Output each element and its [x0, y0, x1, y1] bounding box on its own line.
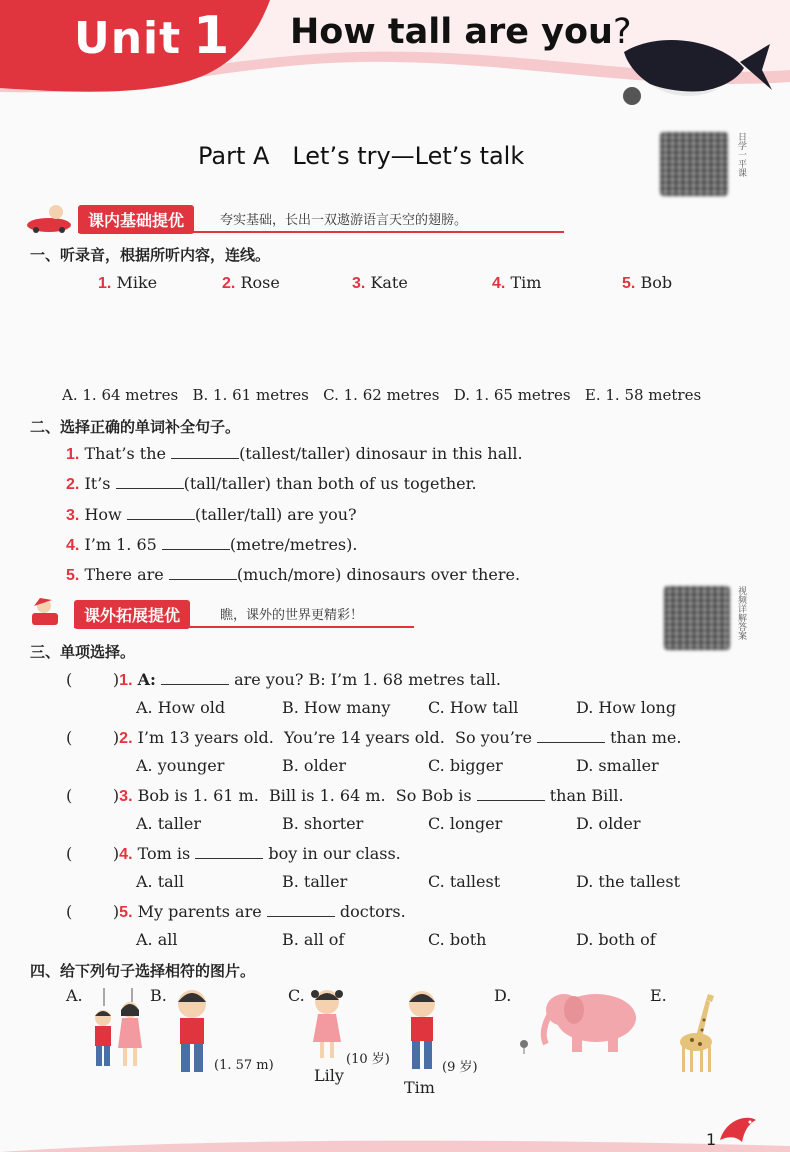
banner-2-underline [74, 626, 414, 628]
bottom-wave [0, 1132, 790, 1152]
option-b: B. all of [282, 930, 345, 949]
answer-paren[interactable]: ( ) [66, 902, 120, 921]
answer-blank[interactable] [267, 903, 335, 917]
fill-item [66, 444, 523, 464]
name-text: Rose [240, 273, 280, 292]
answer-blank[interactable] [171, 445, 239, 459]
option-a: A. all [136, 930, 178, 949]
item-number: 3. [119, 788, 133, 805]
option-c: C. both [428, 930, 487, 949]
answer-blank[interactable] [116, 475, 184, 489]
item-text-b: (taller/tall) are you? [194, 505, 357, 524]
option-d: D. How long [576, 698, 677, 717]
qr-code-top[interactable] [660, 132, 728, 196]
item-number: 1. [98, 275, 112, 292]
dolphin-icon [716, 1110, 760, 1150]
name-text: Kate [370, 273, 408, 292]
picture-letter-e: E. [650, 986, 667, 1005]
banner-1-underline [78, 231, 564, 233]
picture-b-boy[interactable] [170, 986, 214, 1078]
option-b: B. How many [282, 698, 391, 717]
choice-item [66, 902, 406, 922]
picture-e-giraffe[interactable] [674, 990, 724, 1074]
answer-blank[interactable] [537, 729, 605, 743]
item-text-b: (tall/taller) than both of us together. [183, 474, 477, 493]
choice-item [66, 670, 501, 690]
unit-title-text: How tall are you [290, 12, 613, 52]
answer-blank[interactable] [127, 506, 195, 520]
choice-item [66, 844, 401, 864]
item-text-a: Bob is 1. 61 m. Bill is 1. 64 m. So Bob is [137, 786, 477, 805]
item-text-b: (much/more) dinosaurs over there. [236, 565, 521, 584]
fill-item [66, 565, 520, 585]
picture-letter-a: A. [66, 986, 83, 1005]
item-number: 2. [119, 730, 133, 747]
tim-age: (9 岁) [442, 1060, 478, 1075]
picture-c-lily[interactable] [310, 986, 344, 1062]
kid-reading-icon [24, 598, 68, 628]
fill-item [66, 535, 357, 555]
unit-label [74, 6, 230, 66]
unit-title-mark: ? [612, 12, 632, 52]
item-number: 5. [119, 904, 133, 921]
item-text-a: There are [84, 565, 169, 584]
item-number: 3. [66, 507, 80, 524]
section-3-title: 三、单项选择。 [30, 643, 136, 661]
option-a: A. How old [136, 698, 226, 717]
answer-blank[interactable] [477, 787, 545, 801]
picture-letter-d: D. [494, 986, 512, 1005]
unit-word: Unit [74, 13, 182, 64]
item-number: 4. [119, 846, 133, 863]
name-item [492, 273, 541, 293]
lily-age: (10 岁) [346, 1052, 390, 1067]
item-text-a: Tom is [137, 844, 196, 863]
option-c: C. bigger [428, 756, 503, 775]
unit-number: 1 [193, 6, 231, 66]
fill-item [66, 505, 357, 525]
item-text-a: My parents are [137, 902, 267, 921]
item-number: 2. [222, 275, 236, 292]
option-c: C. tallest [428, 872, 501, 891]
qr-top-label: 日学一平课 [736, 132, 746, 177]
option-d: D. both of [576, 930, 656, 949]
height-options: A. 1. 64 metres B. 1. 61 metres C. 1. 62 metres D. 1. 65 metres E. 1. 58 metres [62, 386, 702, 404]
picture-b-caption: (1. 57 m) [214, 1058, 274, 1073]
banner-1-label: 课内基础提优 [78, 205, 194, 234]
name-text: Tim [510, 273, 542, 292]
lily-name: Lily [314, 1066, 344, 1085]
section-4-title: 四、给下列句子选择相符的图片。 [30, 962, 256, 980]
picture-a-two-kids[interactable] [86, 986, 146, 1072]
banner-1-slogan: 夸实基础，长出一双遨游语言天空的翅膀。 [220, 213, 468, 228]
option-d: D. smaller [576, 756, 659, 775]
item-text-b: than Bill. [544, 786, 624, 805]
item-text-b: boy in our class. [263, 844, 401, 863]
item-text-a: It’s [84, 474, 116, 493]
option-d: D. the tallest [576, 872, 681, 891]
item-number: 4. [492, 275, 506, 292]
answer-paren[interactable]: ( ) [66, 786, 120, 805]
option-b: B. older [282, 756, 347, 775]
banner-1 [24, 203, 564, 233]
picture-d-elephant[interactable] [516, 986, 640, 1056]
item-text-b: doctors. [334, 902, 406, 921]
item-number: 5. [622, 275, 636, 292]
option-b: B. shorter [282, 814, 364, 833]
name-item [222, 273, 280, 293]
name-text: Bob [640, 273, 673, 292]
name-item [352, 273, 408, 293]
speaker-a: A: [137, 670, 156, 689]
fill-item [66, 474, 477, 494]
banner-2-label: 课外拓展提优 [74, 600, 190, 629]
banner-2-slogan: 瞧，课外的世界更精彩！ [220, 608, 364, 623]
item-number: 4. [66, 537, 80, 554]
option-a: A. younger [136, 756, 225, 775]
page-number: 1 [706, 1130, 717, 1149]
answer-blank[interactable] [162, 536, 230, 550]
option-c: C. How tall [428, 698, 519, 717]
name-text: Mike [116, 273, 158, 292]
part-title: Part A Let’s try—Let’s talk [198, 142, 525, 170]
name-item [98, 273, 157, 293]
kid-car-icon [24, 203, 74, 233]
answer-paren[interactable]: ( ) [66, 728, 120, 747]
qr-mid-label: 视频详解答案 [736, 586, 746, 640]
answer-paren[interactable]: ( ) [66, 844, 120, 863]
banner-2 [24, 598, 414, 628]
item-text-b: (metre/metres). [229, 535, 358, 554]
item-text-a: I’m 1. 65 [84, 535, 162, 554]
item-text-a: That’s the [84, 444, 172, 463]
tim-name: Tim [404, 1078, 435, 1097]
item-number: 5. [66, 567, 80, 584]
choice-item [66, 728, 681, 748]
option-c: C. longer [428, 814, 503, 833]
name-item [622, 273, 672, 293]
option-a: A. tall [136, 872, 184, 891]
answer-blank[interactable] [195, 845, 263, 859]
option-d: D. older [576, 814, 641, 833]
item-number: 3. [352, 275, 366, 292]
qr-code-mid[interactable] [664, 586, 730, 650]
item-text-a: I’m 13 years old. You’re 14 years old. So you’re [137, 728, 537, 747]
option-b: B. taller [282, 872, 348, 891]
picture-letter-b: B. [150, 986, 167, 1005]
unit-title [290, 12, 632, 52]
section-2-title: 二、选择正确的单词补全句子。 [30, 418, 241, 436]
item-text-b: (tallest/taller) dinosaur in this hall. [239, 444, 523, 463]
choice-item [66, 786, 624, 806]
item-text-a: How [84, 505, 127, 524]
item-text-b: are you? B: I’m 1. 68 metres tall. [229, 670, 501, 689]
answer-paren[interactable]: ( ) [66, 670, 120, 689]
picture-c-tim[interactable] [402, 986, 442, 1076]
section-1-title: 一、听录音，根据所听内容，连线。 [30, 246, 271, 264]
picture-letter-c: C. [288, 986, 305, 1005]
option-a: A. taller [136, 814, 202, 833]
item-number: 1. [66, 446, 80, 463]
answer-blank[interactable] [169, 566, 237, 580]
item-number: 1. [119, 672, 133, 689]
item-text-b: than me. [605, 728, 682, 747]
answer-blank[interactable] [161, 671, 229, 685]
item-number: 2. [66, 476, 80, 493]
planet-icon [623, 87, 641, 105]
